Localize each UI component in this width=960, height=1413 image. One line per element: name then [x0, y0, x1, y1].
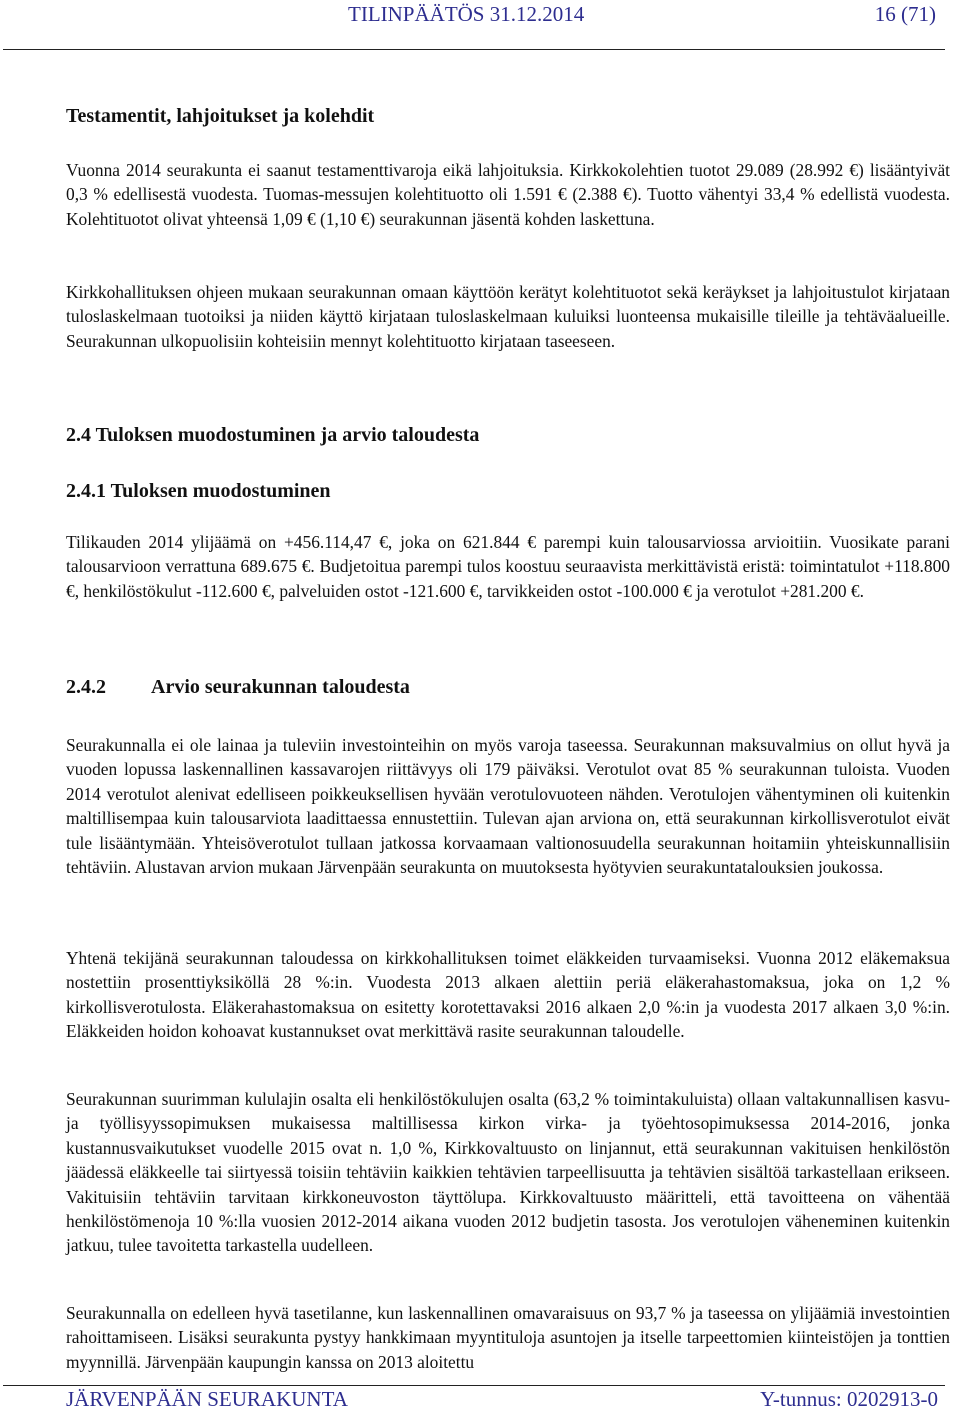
paragraph-kirjaus: Kirkkohallituksen ohjeen mukaan seurakunnan omaan käyttöön kerätyt kolehtituotot sekä keräykset ja lahjoitustulot kirjataan tuloslaskelmaan tuotoiksi ja niiden käyttö kirjataan tuloslaskelmaan kuluiksi luonteensa mukaisille tileille ja tehtäväalueille. Seurakunnan ulkopuolisiin kohteisiin mennyt kolehtituotto kirjataan taseeseen. — [66, 282, 950, 351]
footer-organization: JÄRVENPÄÄN SEURAKUNTA — [66, 1387, 348, 1411]
paragraph-arvio-2: Yhtenä tekijänä seurakunnan taloudessa on kirkkohallituksen toimet eläkkeiden turvaamiseksi. Vuonna 2012 eläkemaksua nostettiin prosenttiyksiköllä 28 %:in. Vuodesta 2013 alkaen alettiin periä eläkerahastomaksua, joka on 1,2 % kirkollisverotulosta. Eläkerahastomaksua on esitetty korotettavaksi 2016 alkaen 2,0 %:in ja vuodesta 2017 alkaen 3,0 %:in. Eläkkeiden hoidon kohoavat kustannukset ovat merkittävä rasite seurakunnan taloudelle. — [66, 948, 950, 1042]
page-header — [0, 0, 960, 52]
heading-testamentit: Testamentit, lahjoitukset ja kolehdit — [66, 105, 375, 127]
paragraph-arvio-3: Seurakunnan suurimman kululajin osalta eli henkilöstökulujen osalta (63,2 % toimintakuluista) ollaan valtakunnallisen kasvu- ja työllisyyssopimuksen mukaisessa maltillisessa kirkon virka- ja työehtosopimuksessa 2014-2016, jonka kustannusvaikutukset vuodelle 2015 ovat n. 1,0 %, Kirkkovaltuusto on linjannut, että seurakunnan vakituisen henkilöstön jäädessä eläkkeelle tai siirtyessä toisiin tehtäviin kaikkien tehtävien tarpeellisuutta ja tehtävien sisältöä tarkastellaan erikseen. Vakituisiin tehtäviin tarvitaan kirkkoneuvoston täyttölupa. Kirkkovaltuusto määritteli, että tavoitteena on vähentää henkilöstömenoja 10 %:lla vuosien 2012-2014 aikana vuoden 2012 budjetin tasosta. Jos verotulojen väheneminen kuitenkin jatkuu, tulee tavoitetta tarkastella uudelleen. — [66, 1089, 950, 1256]
heading-2-4-2-title: Arvio seurakunnan taloudesta — [151, 676, 410, 698]
header-divider — [3, 49, 945, 50]
paragraph-arvio-1: Seurakunnalla ei ole lainaa ja tuleviin investointeihin on myös varoja taseessa. Seurakunnan maksuvalmius on ollut hyvä ja vuoden lopussa laskennallinen kassavarojen riittävyys oli 179 päiväksi. Verotulot ovat 85 % seurakunnan tuloista. Vuoden 2014 verotulot alenivat edelliseen poikkeuksellisen hyvään verotulovuoteen nähden. Verotulojen vähentyminen oli kuitenkin maltillisempaa kuin talousarviota laadittaessa ennustettiin. Tulevan ajan arviona on, että seurakunnan kirkollisverotulot eivät tule lisääntymään. Yhteisöverotulot tullaan jatkossa korvaamaan valtionosuudella seurakunnan hoitamiin yhteiskunnallisiin tehtäviin. Alustavan arvion mukaan Järvenpään seurakunta on muutoksesta hyötyvien seurakuntatalouksien joukossa. — [66, 735, 950, 878]
heading-2-4: 2.4 Tuloksen muodostuminen ja arvio taloudesta — [66, 424, 480, 446]
paragraph-arvio-4: Seurakunnalla on edelleen hyvä tasetilanne, kun laskennallinen omavaraisuus on 93,7 % ja taseessa on ylijäämiä investointien rahoittamiseen. Lisäksi seurakunta pystyy hankkimaan myyntituloja asuntojen ja itselle tarpeettomien kiinteistöjen ja tonttien myynnillä. Järvenpään kaupungin kanssa on 2013 aloitettu — [66, 1303, 950, 1372]
paragraph-kolehtituotot: Vuonna 2014 seurakunta ei saanut testamenttivaroja eikä lahjoituksia. Kirkkokolehtien tuotot 29.089 (28.992 €) lisääntyivät 0,3 % edellisestä vuodesta. Tuomas-messujen kolehtituotto oli 1.591 € (2.388 €). Tuotto vähentyi 33,4 % edellistä vuodesta. Kolehtituotot olivat yhteensä 1,09 € (1,10 €) seurakunnan jäsentä kohden laskettuna. — [66, 160, 950, 229]
footer-business-id: Y-tunnus: 0202913-0 — [760, 1387, 938, 1411]
header-title: TILINPÄÄTÖS 31.12.2014 — [348, 2, 585, 26]
paragraph-tulos: Tilikauden 2014 ylijäämä on +456.114,47 €, joka on 621.844 € parempi kuin talousarviossa arvioitiin. Vuosikate parani talousarvioon verrattuna 689.675 €. Budjetoitua parempi tulos koostuu seuraavista merkittävistä eristä: toimintatulot +118.800 €, henkilöstökulut -112.600 €, palveluiden ostot -121.600 €, tarvikkeiden ostot -100.000 € ja verotulot +281.200 €. — [66, 532, 950, 601]
footer-divider — [3, 1385, 945, 1386]
heading-2-4-2-number: 2.4.2 — [66, 676, 106, 698]
header-page-number: 16 (71) — [874, 2, 936, 26]
heading-2-4-1: 2.4.1 Tuloksen muodostuminen — [66, 480, 331, 502]
